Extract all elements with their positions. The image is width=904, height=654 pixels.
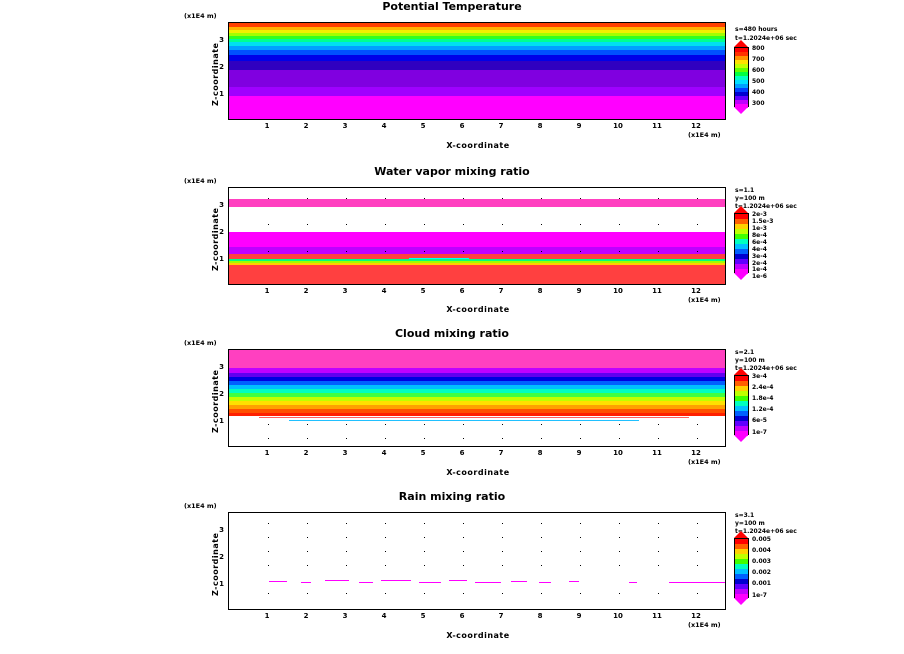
x-tick: 5 xyxy=(420,287,426,295)
colorbar-tick: 400 xyxy=(752,89,765,96)
x-tick: 1 xyxy=(264,449,270,457)
colorbar-tick: 4e-4 xyxy=(752,246,767,253)
y-tick: 3 xyxy=(219,201,224,209)
colorbar-under-arrow xyxy=(734,273,748,280)
x-tick: 3 xyxy=(342,122,348,130)
contour-band xyxy=(229,87,725,96)
x-tick: 10 xyxy=(613,122,623,130)
x-axis-label: X-coordinate xyxy=(446,141,510,150)
colorbar-over-arrow xyxy=(734,368,748,375)
y-tick: 2 xyxy=(219,63,224,71)
x-tick: 5 xyxy=(420,612,426,620)
x-tick: 1 xyxy=(264,287,270,295)
panel-rain-mixing-ratio xyxy=(0,488,904,654)
colorbar-tick: 1e-7 xyxy=(752,592,767,599)
x-tick: 12 xyxy=(691,612,701,620)
x-tick: 8 xyxy=(537,449,543,457)
x-tick: 7 xyxy=(498,287,504,295)
grid-dots xyxy=(229,188,725,284)
colorbar xyxy=(734,538,749,598)
colorbar-tick: 1e-4 xyxy=(752,266,767,273)
x-tick: 1 xyxy=(264,612,270,620)
y-axis-label: Z-coordinate xyxy=(211,369,220,433)
chart-title: Water vapor mixing ratio xyxy=(374,165,530,178)
chart-title: Rain mixing ratio xyxy=(398,490,506,503)
x-tick: 3 xyxy=(342,612,348,620)
colorbar-tick: 300 xyxy=(752,100,765,107)
colorbar-tick: 8e-4 xyxy=(752,232,767,239)
colorbar-tick: 1e-3 xyxy=(752,225,767,232)
x-tick: 9 xyxy=(576,449,582,457)
x-unit-label: (x1E4 m) xyxy=(688,296,721,304)
x-tick: 6 xyxy=(459,612,465,620)
colorbar-over-arrow xyxy=(734,40,748,47)
colorbar-under-arrow xyxy=(734,435,748,442)
x-tick: 8 xyxy=(537,612,543,620)
x-tick: 7 xyxy=(498,122,504,130)
y-axis-label: Z-coordinate xyxy=(211,42,220,106)
x-tick: 10 xyxy=(613,287,623,295)
contour-band xyxy=(229,61,725,70)
chart-title: Cloud mixing ratio xyxy=(394,327,509,340)
x-tick: 3 xyxy=(342,287,348,295)
x-tick: 11 xyxy=(652,612,662,620)
colorbar-tick: 1e-7 xyxy=(752,429,767,436)
x-tick: 2 xyxy=(303,612,309,620)
grid-dots xyxy=(229,350,725,446)
x-tick: 1 xyxy=(264,122,270,130)
colorbar-under-arrow xyxy=(734,598,748,605)
x-tick: 6 xyxy=(459,287,465,295)
x-tick: 7 xyxy=(498,449,504,457)
x-tick: 5 xyxy=(420,122,426,130)
grid-dots xyxy=(229,513,725,609)
x-tick: 11 xyxy=(652,287,662,295)
colorbar-tick: 0.001 xyxy=(752,580,771,587)
y-tick: 2 xyxy=(219,553,224,561)
colorbar-tick: 0.002 xyxy=(752,569,771,576)
y-tick: 1 xyxy=(219,580,224,588)
x-tick: 12 xyxy=(691,287,701,295)
x-tick: 8 xyxy=(537,122,543,130)
annotation-y-level: y=100 m xyxy=(735,357,765,364)
colorbar-tick: 2.4e-4 xyxy=(752,384,774,391)
colorbar-tick: 1e-6 xyxy=(752,273,767,280)
contour-band xyxy=(229,70,725,87)
x-tick: 4 xyxy=(381,287,387,295)
y-tick: 2 xyxy=(219,228,224,236)
colorbar-under-arrow xyxy=(734,107,748,114)
colorbar xyxy=(734,47,749,107)
colorbar-tick: 700 xyxy=(752,56,765,63)
x-unit-label: (x1E4 m) xyxy=(688,131,721,139)
x-axis-label: X-coordinate xyxy=(446,305,510,314)
x-tick: 6 xyxy=(459,449,465,457)
x-tick: 2 xyxy=(303,122,309,130)
y-tick: 2 xyxy=(219,390,224,398)
colorbar-tick: 3e-4 xyxy=(752,253,767,260)
x-axis-label: X-coordinate xyxy=(446,468,510,477)
x-unit-label: (x1E4 m) xyxy=(688,458,721,466)
x-tick: 10 xyxy=(613,449,623,457)
x-tick: 12 xyxy=(691,122,701,130)
annotation-time: t=1.2024e+06 sec xyxy=(735,203,797,210)
annotation-sigma: s=2.1 xyxy=(735,349,755,356)
x-tick: 9 xyxy=(576,612,582,620)
x-tick: 6 xyxy=(459,122,465,130)
y-tick: 1 xyxy=(219,417,224,425)
colorbar-tick: 1.5e-3 xyxy=(752,218,774,225)
y-tick: 1 xyxy=(219,90,224,98)
x-tick: 9 xyxy=(576,287,582,295)
x-axis-label: X-coordinate xyxy=(446,631,510,640)
y-unit-label: (x1E4 m) xyxy=(184,177,217,185)
colorbar-tick: 2e-3 xyxy=(752,211,767,218)
colorbar-tick: 3e-4 xyxy=(752,373,767,380)
y-tick: 3 xyxy=(219,526,224,534)
y-axis-label: Z-coordinate xyxy=(211,207,220,271)
colorbar-tick: 0.005 xyxy=(752,536,771,543)
colorbar-tick: 1.2e-4 xyxy=(752,406,774,413)
colorbar-over-arrow xyxy=(734,531,748,538)
x-tick: 9 xyxy=(576,122,582,130)
x-tick: 8 xyxy=(537,287,543,295)
y-unit-label: (x1E4 m) xyxy=(184,339,217,347)
x-tick: 11 xyxy=(652,449,662,457)
annotation-time: t=1.2024e+06 sec xyxy=(735,35,797,42)
colorbar xyxy=(734,375,749,435)
x-tick: 4 xyxy=(381,122,387,130)
plot-area xyxy=(228,187,726,285)
y-unit-label: (x1E4 m) xyxy=(184,12,217,20)
panel-cloud-mixing-ratio xyxy=(0,325,904,490)
y-tick: 3 xyxy=(219,36,224,44)
annotation-sigma: s=3.1 xyxy=(735,512,755,519)
colorbar-tick: 800 xyxy=(752,45,765,52)
colorbar-tick: 0.004 xyxy=(752,547,771,554)
y-axis-label: Z-coordinate xyxy=(211,532,220,596)
colorbar-tick: 500 xyxy=(752,78,765,85)
annotation-sigma: s=1.1 xyxy=(735,187,755,194)
x-tick: 4 xyxy=(381,612,387,620)
colorbar-tick: 0.003 xyxy=(752,558,771,565)
plot-area xyxy=(228,512,726,610)
x-unit-label: (x1E4 m) xyxy=(688,621,721,629)
colorbar-tick: 2e-4 xyxy=(752,260,767,267)
plot-area xyxy=(228,349,726,447)
colorbar-tick: 6e-4 xyxy=(752,239,767,246)
x-tick: 2 xyxy=(303,287,309,295)
plot-area xyxy=(228,22,726,120)
colorbar-tick: 6e-5 xyxy=(752,417,767,424)
y-unit-label: (x1E4 m) xyxy=(184,502,217,510)
annotation-time-step: s=480 hours xyxy=(735,26,778,33)
x-tick: 7 xyxy=(498,612,504,620)
panel-potential-temperature xyxy=(0,0,904,160)
x-tick: 5 xyxy=(420,449,426,457)
annotation-y-level: y=100 m xyxy=(735,195,765,202)
x-tick: 11 xyxy=(652,122,662,130)
x-tick: 4 xyxy=(381,449,387,457)
y-tick: 3 xyxy=(219,363,224,371)
colorbar-tick: 600 xyxy=(752,67,765,74)
contour-band xyxy=(229,96,725,120)
panel-water-vapor-mixing-ratio xyxy=(0,160,904,325)
annotation-time: t=1.2024e+06 sec xyxy=(735,365,797,372)
x-tick: 10 xyxy=(613,612,623,620)
annotation-y-level: y=100 m xyxy=(735,520,765,527)
y-tick: 1 xyxy=(219,255,224,263)
colorbar xyxy=(734,213,749,273)
colorbar-tick: 1.8e-4 xyxy=(752,395,774,402)
chart-title: Potential Temperature xyxy=(382,0,522,13)
x-tick: 12 xyxy=(691,449,701,457)
x-tick: 3 xyxy=(342,449,348,457)
colorbar-over-arrow xyxy=(734,206,748,213)
x-tick: 2 xyxy=(303,449,309,457)
annotation-time: t=1.2024e+06 sec xyxy=(735,528,797,535)
